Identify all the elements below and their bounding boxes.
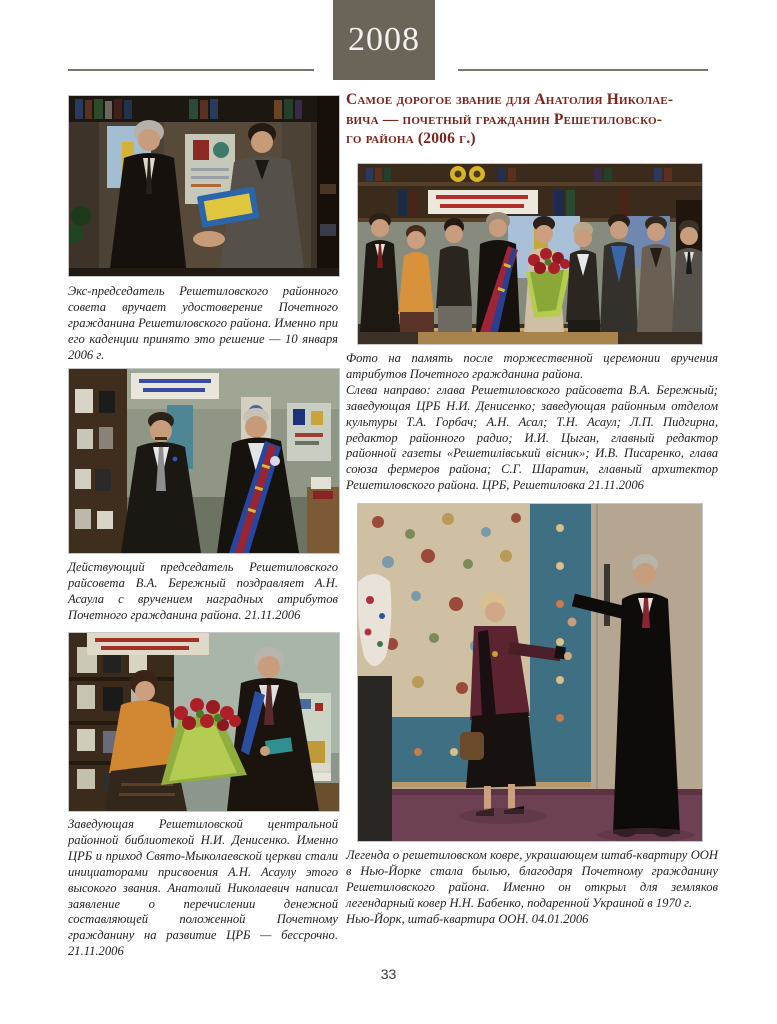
caption-group-photo-p2: Слева направо: глава Решетиловского райсовета В.А. Бережный; заведующая ЦРБ Н.И. Денисенко; заведующая районным отделом культуры Т.А. Горбач; А.Н. Асал; Т.Н. Асаул; Л.П. Пидгирна, редактор районного радио; И.И. Цыган, главный редактор районной газеты «Решетилівський вісник»; И.В. Писаренко, глава союза фермеров района; С.Г. Шаратин, главный архитектор Решетиловского района. ЦРБ, Решетиловка 21.11.2006: [346, 382, 718, 493]
photo-un-carpet: [357, 503, 703, 842]
photo-group-ceremony-illustration: [358, 164, 702, 344]
heading-line-2: вича — почетный гражданин Решетиловско-: [346, 110, 663, 128]
page-number: 33: [380, 966, 397, 982]
banner-sign: [87, 633, 209, 655]
white-banner: [428, 190, 538, 214]
heading-line-3: го района (2006 г.): [346, 130, 476, 147]
caption-photo-2: Действующий председатель Решетиловского райсовета В.А. Бережный поздравляет А.Н. Асаула с вручением наградных атрибутов Почетного гражданина района. 21.11.2006: [68, 560, 338, 622]
photo-certificate-handover: [68, 95, 340, 277]
photo-group-ceremony: [357, 163, 703, 345]
photo-certificate-handover-illustration: [69, 96, 339, 276]
caption-photo-1: Экс-председатель Решетиловского районного совета вручает удостоверение Почетного гражданина Решетиловского района. Именно при его каденции принято это решение — 10 января 2006 г.: [68, 284, 338, 362]
bookshelf-left: [69, 369, 127, 553]
caption-group-photo: [346, 351, 718, 494]
side-table: [307, 477, 339, 553]
caption-carpet-photo-p2: Нью-Йорк, штаб-квартира ООН. 04.01.2006: [346, 911, 589, 926]
painted-vase: [358, 574, 392, 841]
wall-sign: [131, 373, 219, 399]
caption-carpet-photo: [346, 848, 718, 928]
heading-line-1: Самое дорогое звание для Анатолия Николае-: [346, 91, 674, 108]
header-rule-right: [458, 69, 708, 71]
photo-librarian-flowers-illustration: [69, 633, 339, 811]
caption-carpet-photo-p1: Легенда о решетиловском ковре, украшающем штаб-квартиру ООН в Нью-Йорке стала былью, благодаря Почетному гражданину Решетиловского района. Именно он открыл для земляков легендарный ковер Н.Н. Бабенко, подаренной Украиной в 1970 г.: [346, 848, 718, 910]
photo-librarian-flowers: [68, 632, 340, 812]
header-rule-left: [68, 69, 314, 71]
section-heading: [346, 90, 718, 149]
caption-photo-3: Заведующая Решетиловской центральной районной библиотекой Н.И. Денисенко. Именно ЦРБ и приход Свято-Мыколаевской церкви стали инициаторами присвоения А.Н. Асаулу этого высокого звания. Анатолий Николаевич написал заявление о перечислении денежной составляющей положенной Почетному гражданину на развитие ЦРБ — бессрочно. 21.11.2006: [68, 817, 338, 959]
year-label: 2008: [348, 21, 420, 58]
photo-un-carpet-illustration: [358, 504, 702, 841]
caption-group-photo-p1: Фото на память после торжественной церемонии вручения атрибутов Почетного гражданина района.: [346, 351, 718, 381]
year-banner: [333, 0, 435, 80]
handshake: [193, 231, 225, 247]
photo-officials-sash-illustration: [69, 369, 339, 553]
photo-officials-sash: [68, 368, 340, 554]
